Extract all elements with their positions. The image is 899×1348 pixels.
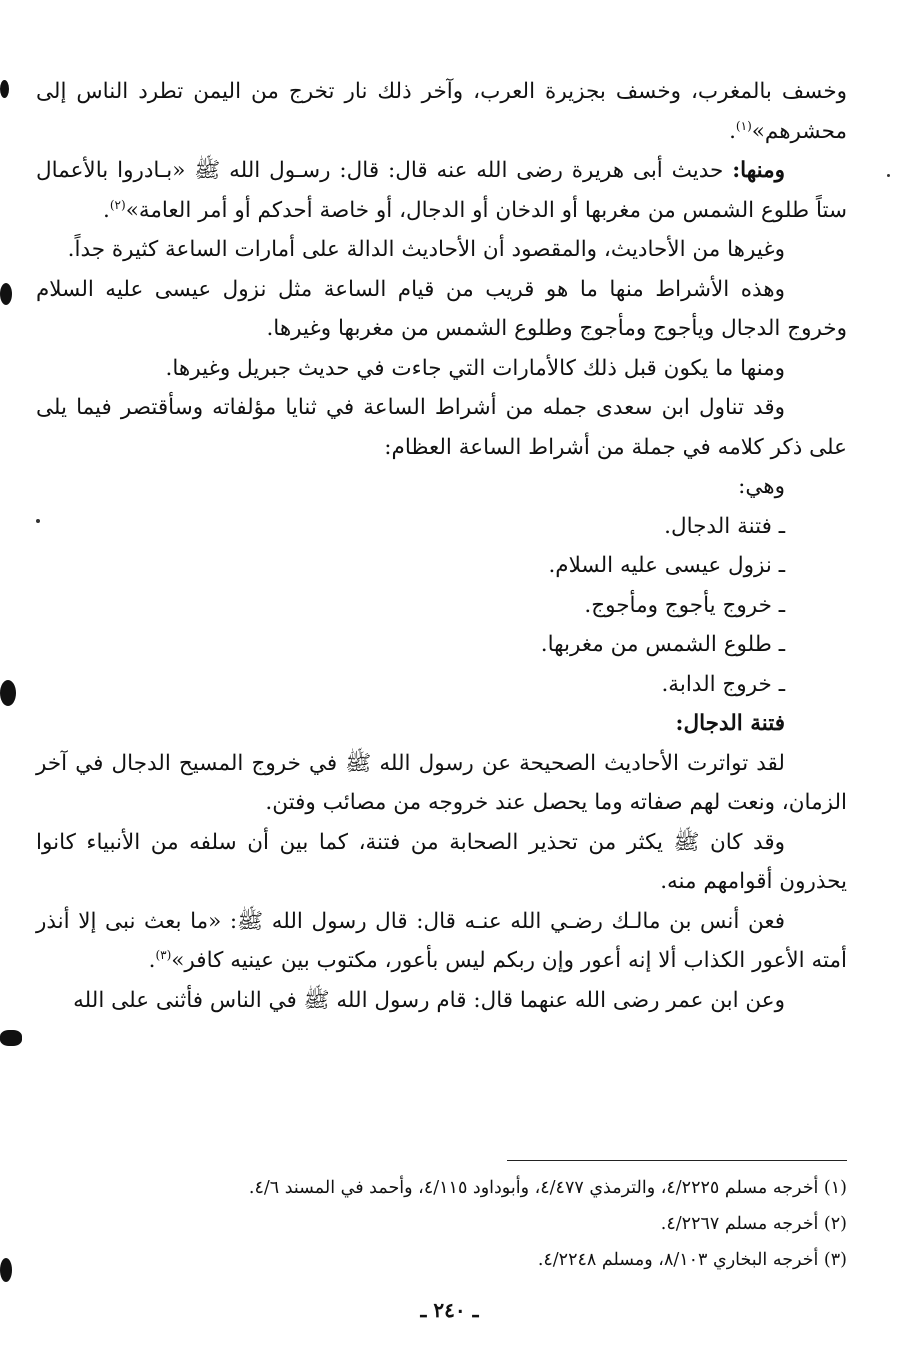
section-heading: فتنة الدجال: xyxy=(675,711,785,736)
footnote-separator xyxy=(507,1160,847,1161)
lead-word: ومنها: xyxy=(732,158,785,183)
scan-mark xyxy=(0,283,12,305)
paragraph-9: وقد كان ﷺ يكثر من تحذير الصحابة من فتنة، كما بين أن سلفه من الأنبياء كانوا يحذرون أقوامهم منه. xyxy=(36,829,847,894)
paragraph-6: وقد تناول ابن سعدى جمله من أشراط الساعة في ثنايا مؤلفاته وسأقتصر فيما يلى على ذكر كلامه في جملة من أشراط الساعة العظام: xyxy=(36,395,847,460)
paragraph-1: وخسف بالمغرب، وخسف بجزيرة العرب، وآخر ذلك نار تخرج من اليمن تطرد الناس إلى محشرهم»$^{(١)}$. xyxy=(36,79,847,144)
scan-mark xyxy=(0,1258,12,1282)
scan-mark xyxy=(0,80,9,98)
footnote-1: (١) أخرجه مسلم ٤/٢٢٢٥، والترمذي ٤/٤٧٧، وأبوداود ٤/١١٥، وأحمد في المسند ٤/٦. xyxy=(248,1178,847,1198)
list-item: ـ خروج يأجوج ومأجوج. xyxy=(36,586,785,626)
paragraph-10: فعن أنس بن مالـك رضـي الله عنـه قال: قال رسول الله ﷺ: «ما بعث نبى إلا أنذر أمته الأعور الكذاب ألا إنه أعور وإن ربكم ليس بأعور، مكتوب بين عينيه كافر»$^{(٣)}$. xyxy=(36,908,847,973)
paragraph-4: وهذه الأشراط منها ما هو قريب من قيام الساعة مثل نزول عيسى عليه السلام وخروج الدجال ويأجوج ومأجوج وطلوع الشمس من مغربها وغيرها. xyxy=(36,276,847,341)
list-item: ـ نزول عيسى عليه السلام. xyxy=(36,546,785,586)
page-number: ـ ٢٤٠ ـ xyxy=(420,1298,479,1322)
paragraph-7: وهي: xyxy=(738,474,785,499)
signs-list xyxy=(36,507,847,705)
list-item: ـ خروج الدابة. xyxy=(36,665,785,705)
footnote-3: (٣) أخرجه البخاري ٨/١٠٣، ومسلم ٤/٢٢٤٨. xyxy=(537,1250,847,1270)
paragraph-3: وغيرها من الأحاديث، والمقصود أن الأحاديث الدالة على أمارات الساعة كثيرة جداً. xyxy=(67,237,785,262)
paragraph-5: ومنها ما يكون قبل ذلك كالأمارات التي جاءت في حديث جبريل وغيرها. xyxy=(165,355,785,381)
footnotes xyxy=(36,1170,847,1278)
scan-speck xyxy=(887,174,890,177)
paragraph-8: لقد تواترت الأحاديث الصحيحة عن رسول الله ﷺ في خروج المسيح الدجال في آخر الزمان، ونعت لهم صفاته وما يحصل عند خروجه من مصائب وفتن. xyxy=(36,750,847,815)
list-item: ـ طلوع الشمس من مغربها. xyxy=(36,625,785,665)
scan-mark xyxy=(0,1030,22,1046)
paragraph-11: وعن ابن عمر رضى الله عنهما قال: قام رسول الله ﷺ في الناس فأثنى على الله xyxy=(73,987,785,1013)
scan-mark xyxy=(0,680,16,706)
footnote-2: (٢) أخرجه مسلم ٤/٢٢٦٧. xyxy=(660,1214,847,1234)
footnote-ref-3: (٣) xyxy=(155,947,172,962)
paragraph-2: ومنها: حديث أبى هريرة رضى الله عنه قال: قال: رسـول الله ﷺ «بـادروا بالأعمال ستاً طلوع الشمس من مغربها أو الدخان أو الدجال، أو خاصة أحدكم أو أمر العامة»$^{(٢)}$. xyxy=(36,158,847,223)
footnote-ref-1: (١) xyxy=(735,118,752,133)
footnote-ref-2: (٢) xyxy=(109,197,126,212)
list-item: ـ فتنة الدجال. xyxy=(36,507,785,547)
page-body xyxy=(36,72,847,1020)
